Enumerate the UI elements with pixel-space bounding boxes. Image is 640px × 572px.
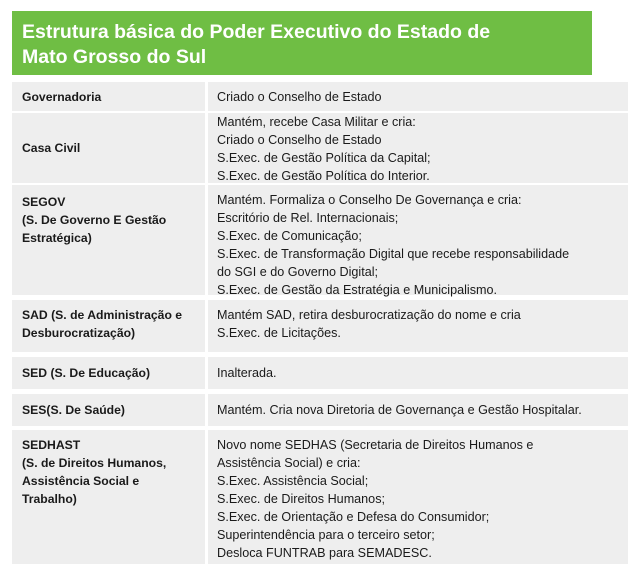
- table-row-sed: [12, 357, 628, 389]
- column-divider: [205, 394, 208, 426]
- table-title: [12, 11, 592, 75]
- table-row-sad: [12, 300, 628, 352]
- row-label: SAD (S. de Administração e Desburocratização): [22, 308, 183, 340]
- row-label: SES(S. De Saúde): [22, 403, 125, 417]
- row-label: SED (S. De Educação): [22, 366, 151, 380]
- row-value: Mantém. Cria nova Diretoria de Governança e Gestão Hospitalar.: [217, 403, 582, 417]
- column-divider: [205, 430, 208, 564]
- column-divider: [205, 300, 208, 352]
- row-label: Governadoria: [22, 90, 102, 104]
- column-divider: [205, 357, 208, 389]
- table-row-ses: [12, 394, 628, 426]
- table-row-sedhast: [12, 430, 628, 564]
- column-divider: [205, 185, 208, 295]
- row-value: Novo nome SEDHAS (Secretaria de Direitos Humanos e Assistência Social) e cria: S.Exec. Assistência Social; S.Exec. de Direitos Humanos; S.Exec. de Orientação e Defesa do Consumidor; Superintendência para o terceiro setor; Desloca FUNTRAB para SEMADESC.: [217, 438, 534, 560]
- table-row-casa-civil: [12, 113, 628, 183]
- row-value: Criado o Conselho de Estado: [217, 90, 382, 104]
- row-label: SEGOV (S. De Governo E Gestão Estratégica): [22, 195, 167, 245]
- row-label: SEDHAST (S. de Direitos Humanos, Assistência Social e Trabalho): [22, 438, 167, 506]
- row-value: Mantém. Formaliza o Conselho De Governança e cria: Escritório de Rel. Internacionais; S.Exec. de Comunicação; S.Exec. de Transformação Digital que recebe responsabilidade do SGI e do Governo Digital; S.Exec. de Gestão da Estratégia e Municipalismo.: [217, 193, 570, 297]
- column-divider: [205, 82, 208, 111]
- row-value: Mantém SAD, retira desburocratização do nome e cria S.Exec. de Licitações.: [217, 308, 521, 340]
- table-row-segov: [12, 185, 628, 295]
- row-value: Inalterada.: [217, 366, 277, 380]
- row-label: Casa Civil: [22, 141, 81, 155]
- column-divider: [205, 113, 208, 183]
- row-value: Mantém, recebe Casa Militar e cria: Criado o Conselho de Estado S.Exec. de Gestão Política da Capital; S.Exec. de Gestão Política do Interior.: [217, 115, 431, 183]
- table-title-line-1: Estrutura básica do Poder Executivo do Estado de: [22, 21, 491, 43]
- table-row-governadoria: [12, 82, 628, 111]
- table-title-line-2: Mato Grosso do Sul: [22, 46, 207, 68]
